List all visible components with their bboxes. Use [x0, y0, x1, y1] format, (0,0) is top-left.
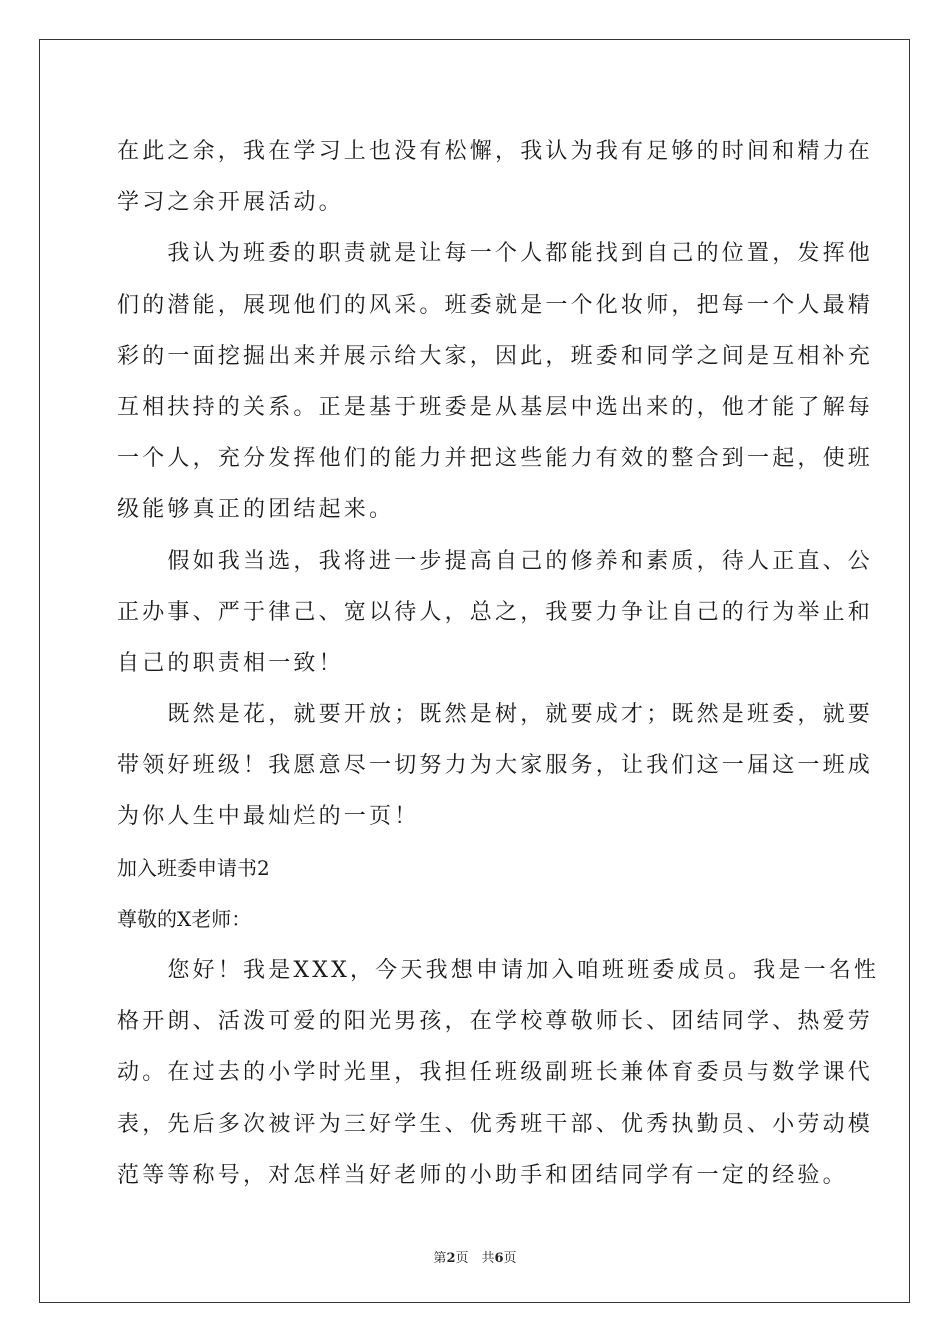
text-line: 学习之余开展活动。: [117, 190, 344, 216]
text-line: 动。在过去的小学时光里，我担任班级副班长兼体育委员与数学课代: [117, 1060, 874, 1086]
footer-suffix: 页: [503, 1251, 517, 1266]
text-line: 一个人，充分发挥他们的能力并把这些能力有效的整合到一起，使班: [117, 446, 874, 472]
salutation: 尊敬的X老师：: [117, 906, 252, 931]
text-line: 格开朗、活泼可爱的阳光男孩，在学校尊敬师长、团结同学、热爱劳: [117, 1009, 874, 1035]
text-line: 表，先后多次被评为三好学生、优秀班干部、优秀执勤员、小劳动模: [117, 1111, 874, 1137]
document-body: [117, 126, 880, 1201]
text-line: 彩的一面挖掘出来并展示给大家，因此，班委和同学之间是互相补充: [117, 343, 874, 369]
text-line: 我认为班委的职责就是让每一个人都能找到自己的位置，发挥他: [117, 241, 874, 267]
footer-prefix: 第: [433, 1251, 447, 1266]
page-footer: [0, 1247, 950, 1266]
text-line: 为你人生中最灿烂的一页！: [117, 804, 420, 830]
text-line: 带领好班级！我愿意尽一切努力为大家服务，让我们这一届这一班成: [117, 753, 874, 779]
text-line: 正办事、严于律己、宽以待人，总之，我要力争让自己的行为举止和: [117, 599, 874, 625]
text-line: 互相扶持的关系。正是基于班委是从基层中选出来的，他才能了解每: [117, 394, 874, 420]
text-line: 在此之余，我在学习上也没有松懈，我认为我有足够的时间和精力在: [117, 139, 874, 164]
section-title: 加入班委申请书2: [117, 855, 270, 880]
text-line: 既然是花，就要开放；既然是树，就要成才；既然是班委，就要: [117, 702, 874, 728]
text-line: 们的潜能，展现他们的风采。班委就是一个化妆师，把每一个人最精: [117, 292, 874, 318]
footer-middle: 页 共: [455, 1251, 495, 1266]
current-page-number: 2: [446, 1251, 456, 1266]
text-line: 范等等称号，对怎样当好老师的小助手和团结同学有一定的经验。: [117, 1162, 848, 1188]
text-line: 级能够真正的团结起来。: [117, 497, 395, 523]
total-pages-number: 6: [494, 1251, 504, 1266]
text-line: 自己的职责相一致！: [117, 650, 344, 676]
text-line: 您好！我是XXX，今天我想申请加入咱班班委成员。我是一名性: [117, 958, 880, 983]
text-line: 假如我当选，我将进一步提高自己的修养和素质，待人正直、公: [117, 548, 874, 574]
